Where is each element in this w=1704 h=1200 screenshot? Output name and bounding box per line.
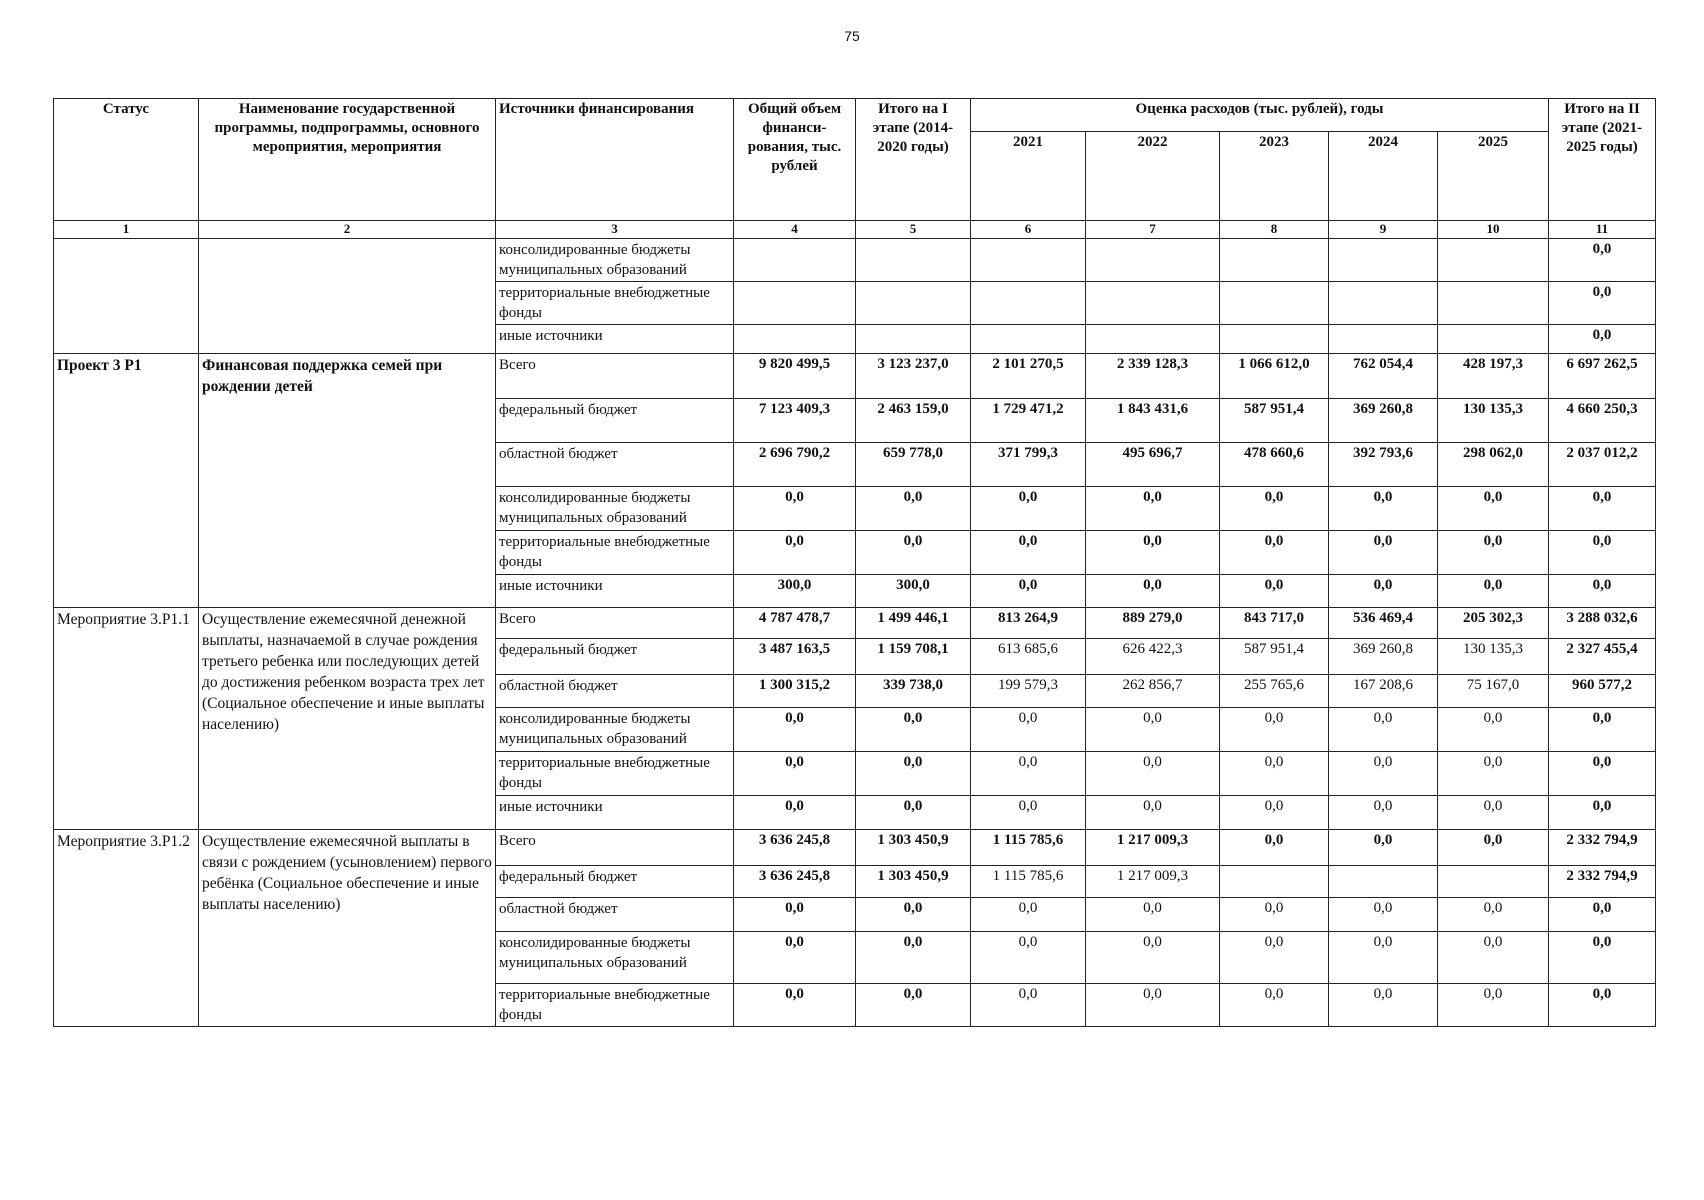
value-cell: 843 717,0 [1220, 608, 1329, 639]
header-year: 2025 [1438, 132, 1549, 221]
value-cell: 3 636 245,8 [734, 830, 856, 866]
value-cell: 0,0 [1086, 487, 1220, 531]
header-sources: Источники финансирования [496, 99, 734, 221]
value-cell [856, 239, 971, 282]
source-cell: областной бюджет [496, 898, 734, 932]
value-cell: 0,0 [1329, 752, 1438, 796]
source-cell: федеральный бюджет [496, 639, 734, 675]
table-body [54, 239, 1656, 1027]
value-cell [856, 282, 971, 325]
value-cell: 0,0 [1438, 708, 1549, 752]
value-cell [1220, 866, 1329, 898]
value-cell: 0,0 [734, 796, 856, 830]
value-cell: 1 217 009,3 [1086, 830, 1220, 866]
column-number: 3 [496, 221, 734, 239]
source-cell: консолидированные бюджеты муниципальных образований [496, 932, 734, 984]
value-cell: 0,0 [734, 708, 856, 752]
value-cell [1329, 239, 1438, 282]
value-cell: 1 300 315,2 [734, 675, 856, 708]
value-cell: 813 264,9 [971, 608, 1086, 639]
header-stage1: Итого на I этапе (2014-2020 годы) [856, 99, 971, 221]
value-cell: 0,0 [1329, 984, 1438, 1027]
status-cell [54, 239, 199, 354]
value-cell: 0,0 [1549, 575, 1656, 608]
value-cell [1220, 325, 1329, 354]
value-cell: 2 463 159,0 [856, 399, 971, 443]
value-cell: 0,0 [1329, 531, 1438, 575]
value-cell: 0,0 [1438, 796, 1549, 830]
value-cell: 0,0 [1549, 282, 1656, 325]
source-cell: территориальные внебюджетные фонды [496, 984, 734, 1027]
source-cell: федеральный бюджет [496, 399, 734, 443]
value-cell: 1 159 708,1 [856, 639, 971, 675]
value-cell: 495 696,7 [1086, 443, 1220, 487]
value-cell: 0,0 [1329, 898, 1438, 932]
source-cell: иные источники [496, 575, 734, 608]
value-cell: 0,0 [1220, 575, 1329, 608]
name-cell [199, 239, 496, 354]
value-cell [734, 282, 856, 325]
value-cell: 0,0 [1549, 898, 1656, 932]
value-cell: 0,0 [856, 752, 971, 796]
value-cell: 0,0 [1438, 575, 1549, 608]
column-number: 8 [1220, 221, 1329, 239]
table-row [54, 830, 1656, 866]
source-cell: федеральный бюджет [496, 866, 734, 898]
value-cell: 7 123 409,3 [734, 399, 856, 443]
value-cell: 0,0 [1220, 796, 1329, 830]
value-cell: 613 685,6 [971, 639, 1086, 675]
value-cell: 4 660 250,3 [1549, 399, 1656, 443]
value-cell: 428 197,3 [1438, 354, 1549, 399]
value-cell: 0,0 [734, 487, 856, 531]
value-cell: 0,0 [1549, 531, 1656, 575]
value-cell: 369 260,8 [1329, 399, 1438, 443]
value-cell: 2 339 128,3 [1086, 354, 1220, 399]
value-cell: 0,0 [1220, 531, 1329, 575]
value-cell [734, 325, 856, 354]
header-estimate: Оценка расходов (тыс. рублей), годы [971, 99, 1549, 132]
source-cell: территориальные внебюджетные фонды [496, 531, 734, 575]
value-cell: 0,0 [734, 898, 856, 932]
value-cell [1220, 239, 1329, 282]
value-cell: 3 487 163,5 [734, 639, 856, 675]
value-cell: 3 288 032,6 [1549, 608, 1656, 639]
source-cell: Всего [496, 830, 734, 866]
value-cell: 0,0 [1438, 932, 1549, 984]
value-cell [1086, 239, 1220, 282]
value-cell: 0,0 [1329, 487, 1438, 531]
source-cell: Всего [496, 354, 734, 399]
source-cell: Всего [496, 608, 734, 639]
value-cell: 0,0 [1549, 325, 1656, 354]
value-cell: 0,0 [1549, 984, 1656, 1027]
value-cell: 0,0 [1220, 830, 1329, 866]
value-cell: 1 066 612,0 [1220, 354, 1329, 399]
value-cell: 0,0 [856, 487, 971, 531]
value-cell: 371 799,3 [971, 443, 1086, 487]
value-cell: 0,0 [734, 984, 856, 1027]
value-cell: 2 101 270,5 [971, 354, 1086, 399]
value-cell: 2 327 455,4 [1549, 639, 1656, 675]
page-number: 75 [844, 28, 860, 44]
value-cell: 369 260,8 [1329, 639, 1438, 675]
value-cell: 1 115 785,6 [971, 866, 1086, 898]
value-cell: 0,0 [1549, 239, 1656, 282]
value-cell: 0,0 [1220, 898, 1329, 932]
value-cell: 4 787 478,7 [734, 608, 856, 639]
value-cell: 75 167,0 [1438, 675, 1549, 708]
status-cell: Мероприятие 3.Р1.1 [54, 608, 199, 830]
value-cell: 762 054,4 [1329, 354, 1438, 399]
value-cell: 0,0 [1438, 752, 1549, 796]
value-cell: 2 037 012,2 [1549, 443, 1656, 487]
value-cell: 1 843 431,6 [1086, 399, 1220, 443]
value-cell: 0,0 [1329, 575, 1438, 608]
financing-table [53, 98, 1656, 1027]
value-cell: 0,0 [856, 984, 971, 1027]
value-cell: 1 303 450,9 [856, 866, 971, 898]
value-cell: 0,0 [971, 752, 1086, 796]
value-cell [1329, 325, 1438, 354]
value-cell [1438, 282, 1549, 325]
value-cell [1329, 866, 1438, 898]
value-cell: 0,0 [971, 708, 1086, 752]
value-cell: 0,0 [971, 531, 1086, 575]
header-stage2: Итого на II этапе (2021-2025 годы) [1549, 99, 1656, 221]
column-number: 7 [1086, 221, 1220, 239]
header-status: Статус [54, 99, 199, 221]
value-cell: 0,0 [1438, 898, 1549, 932]
value-cell: 0,0 [1086, 575, 1220, 608]
value-cell: 298 062,0 [1438, 443, 1549, 487]
header-year: 2022 [1086, 132, 1220, 221]
value-cell: 0,0 [1086, 752, 1220, 796]
header-year: 2024 [1329, 132, 1438, 221]
table-row [54, 354, 1656, 399]
value-cell: 0,0 [734, 932, 856, 984]
status-cell: Проект 3 Р1 [54, 354, 199, 608]
value-cell [1329, 282, 1438, 325]
value-cell: 0,0 [971, 575, 1086, 608]
value-cell: 889 279,0 [1086, 608, 1220, 639]
table-row [54, 608, 1656, 639]
source-cell: областной бюджет [496, 675, 734, 708]
value-cell: 0,0 [1329, 932, 1438, 984]
value-cell: 262 856,7 [1086, 675, 1220, 708]
source-cell: территориальные внебюджетные фонды [496, 752, 734, 796]
value-cell: 0,0 [1438, 830, 1549, 866]
value-cell: 0,0 [1438, 487, 1549, 531]
value-cell [1220, 282, 1329, 325]
status-cell: Мероприятие 3.Р1.2 [54, 830, 199, 1027]
value-cell: 2 332 794,9 [1549, 830, 1656, 866]
value-cell: 130 135,3 [1438, 639, 1549, 675]
value-cell: 300,0 [734, 575, 856, 608]
value-cell: 0,0 [1220, 487, 1329, 531]
value-cell: 0,0 [1086, 796, 1220, 830]
value-cell: 0,0 [971, 932, 1086, 984]
column-number: 5 [856, 221, 971, 239]
value-cell: 0,0 [1086, 984, 1220, 1027]
value-cell: 9 820 499,5 [734, 354, 856, 399]
value-cell: 0,0 [1549, 932, 1656, 984]
source-cell: консолидированные бюджеты муниципальных образований [496, 239, 734, 282]
value-cell: 0,0 [1220, 984, 1329, 1027]
value-cell: 0,0 [1220, 932, 1329, 984]
value-cell: 0,0 [971, 796, 1086, 830]
value-cell: 2 696 790,2 [734, 443, 856, 487]
value-cell: 587 951,4 [1220, 399, 1329, 443]
name-cell: Финансовая поддержка семей при рождении детей [199, 354, 496, 608]
value-cell [1438, 866, 1549, 898]
value-cell [971, 325, 1086, 354]
value-cell: 1 217 009,3 [1086, 866, 1220, 898]
value-cell: 0,0 [1086, 531, 1220, 575]
value-cell: 0,0 [971, 984, 1086, 1027]
value-cell: 0,0 [856, 796, 971, 830]
value-cell: 0,0 [1220, 752, 1329, 796]
column-number: 4 [734, 221, 856, 239]
column-number-row [54, 221, 1656, 239]
value-cell: 339 738,0 [856, 675, 971, 708]
table-row [54, 239, 1656, 282]
value-cell: 0,0 [1329, 796, 1438, 830]
value-cell: 199 579,3 [971, 675, 1086, 708]
value-cell: 659 778,0 [856, 443, 971, 487]
source-cell: иные источники [496, 325, 734, 354]
value-cell: 2 332 794,9 [1549, 866, 1656, 898]
value-cell: 0,0 [734, 531, 856, 575]
value-cell: 0,0 [856, 932, 971, 984]
source-cell: консолидированные бюджеты муниципальных образований [496, 708, 734, 752]
value-cell: 0,0 [1438, 984, 1549, 1027]
value-cell: 3 636 245,8 [734, 866, 856, 898]
header-total: Общий объем финанси-рования, тыс. рублей [734, 99, 856, 221]
value-cell: 1 499 446,1 [856, 608, 971, 639]
value-cell: 478 660,6 [1220, 443, 1329, 487]
value-cell: 392 793,6 [1329, 443, 1438, 487]
column-number: 6 [971, 221, 1086, 239]
value-cell: 1 729 471,2 [971, 399, 1086, 443]
value-cell: 255 765,6 [1220, 675, 1329, 708]
source-cell: консолидированные бюджеты муниципальных образований [496, 487, 734, 531]
value-cell: 0,0 [1329, 708, 1438, 752]
value-cell: 0,0 [734, 752, 856, 796]
value-cell: 960 577,2 [1549, 675, 1656, 708]
value-cell: 1 303 450,9 [856, 830, 971, 866]
column-number: 2 [199, 221, 496, 239]
value-cell: 0,0 [1438, 531, 1549, 575]
value-cell: 167 208,6 [1329, 675, 1438, 708]
column-number: 11 [1549, 221, 1656, 239]
value-cell: 0,0 [1549, 752, 1656, 796]
value-cell: 0,0 [856, 531, 971, 575]
value-cell: 0,0 [971, 487, 1086, 531]
source-cell: областной бюджет [496, 443, 734, 487]
source-cell: иные источники [496, 796, 734, 830]
value-cell: 0,0 [856, 898, 971, 932]
header-year: 2021 [971, 132, 1086, 221]
value-cell: 130 135,3 [1438, 399, 1549, 443]
value-cell: 0,0 [856, 708, 971, 752]
source-cell: территориальные внебюджетные фонды [496, 282, 734, 325]
value-cell: 205 302,3 [1438, 608, 1549, 639]
value-cell [734, 239, 856, 282]
value-cell: 6 697 262,5 [1549, 354, 1656, 399]
value-cell [856, 325, 971, 354]
value-cell: 0,0 [1086, 708, 1220, 752]
name-cell: Осуществление ежемесячной выплаты в связи с рождением (усыновлением) первого ребёнка (Социальное обеспечение и иные выплаты населению) [199, 830, 496, 1027]
value-cell: 3 123 237,0 [856, 354, 971, 399]
value-cell: 536 469,4 [1329, 608, 1438, 639]
value-cell [1086, 282, 1220, 325]
value-cell: 300,0 [856, 575, 971, 608]
column-number: 9 [1329, 221, 1438, 239]
value-cell [1086, 325, 1220, 354]
value-cell: 0,0 [1549, 708, 1656, 752]
value-cell: 0,0 [1086, 898, 1220, 932]
value-cell [1438, 239, 1549, 282]
value-cell: 0,0 [1220, 708, 1329, 752]
column-number: 1 [54, 221, 199, 239]
value-cell: 587 951,4 [1220, 639, 1329, 675]
column-number: 10 [1438, 221, 1549, 239]
header-year: 2023 [1220, 132, 1329, 221]
value-cell: 1 115 785,6 [971, 830, 1086, 866]
value-cell [971, 282, 1086, 325]
value-cell [971, 239, 1086, 282]
value-cell: 0,0 [1549, 796, 1656, 830]
value-cell [1438, 325, 1549, 354]
value-cell: 0,0 [1549, 487, 1656, 531]
value-cell: 0,0 [1329, 830, 1438, 866]
value-cell: 626 422,3 [1086, 639, 1220, 675]
value-cell: 0,0 [1086, 932, 1220, 984]
value-cell: 0,0 [971, 898, 1086, 932]
name-cell: Осуществление ежемесячной денежной выплаты, назначаемой в случае рождения третьего ребенка или последующих детей до достижения ребенком возраста трех лет (Социальное обеспечение и иные выплаты населению) [199, 608, 496, 830]
header-name: Наименование государственной программы, подпрограммы, основного мероприятия, мероприятия [199, 99, 496, 221]
